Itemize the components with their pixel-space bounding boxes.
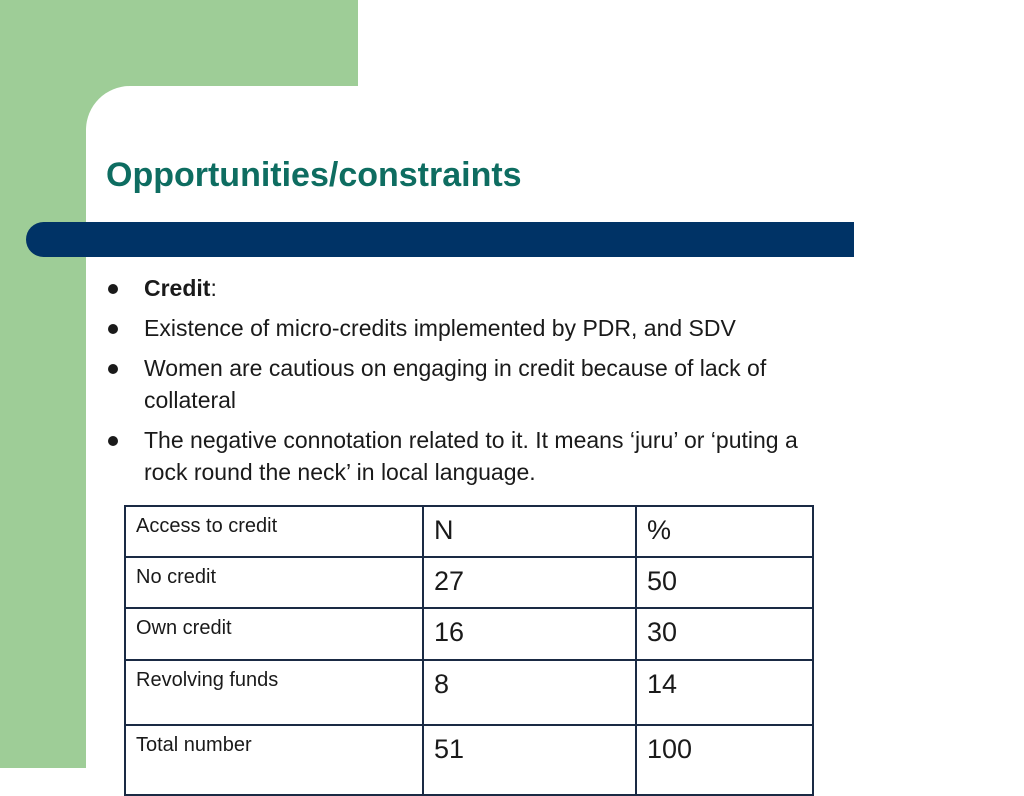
table-row	[125, 725, 813, 795]
table-cell: Revolving funds	[125, 660, 423, 725]
bullet-dot-icon	[108, 436, 118, 446]
table-cell: 30	[636, 608, 813, 660]
table-row	[125, 660, 813, 725]
bullet-text: The negative connotation related to it. It means ‘juru’ or ‘puting a rock round the neck’ in local language.	[144, 427, 798, 485]
bullet-dot-icon	[108, 324, 118, 334]
bullet-text: Existence of micro-credits implemented by PDR, and SDV	[144, 315, 736, 341]
table-row	[125, 557, 813, 608]
header-cell: %	[636, 506, 813, 557]
table-header-row	[125, 506, 813, 557]
bullet-bold-text: Credit	[144, 275, 211, 301]
table-cell: 50	[636, 557, 813, 608]
table-cell: 14	[636, 660, 813, 725]
title-underline-bar	[26, 222, 854, 257]
table-cell: 100	[636, 725, 813, 795]
bullet-text: Women are cautious on engaging in credit because of lack of collateral	[144, 355, 767, 413]
table-cell: 51	[423, 725, 636, 795]
table-cell: No credit	[125, 557, 423, 608]
bullet-list	[106, 272, 846, 496]
table-cell: 27	[423, 557, 636, 608]
credit-access-table	[124, 505, 814, 796]
bullet-item-micro-credits	[106, 312, 846, 344]
table-cell: 8	[423, 660, 636, 725]
bullet-dot-icon	[108, 364, 118, 374]
bullet-item-negative-connotation	[106, 424, 846, 488]
slide-title: Opportunities/constraints	[106, 156, 522, 194]
header-cell: N	[423, 506, 636, 557]
bullet-text: :	[210, 275, 217, 301]
table-row	[125, 608, 813, 660]
bullet-dot-icon	[108, 284, 118, 294]
header-cell: Access to credit	[125, 506, 423, 557]
bullet-item-credit	[106, 272, 846, 304]
table-cell: 16	[423, 608, 636, 660]
table-cell: Own credit	[125, 608, 423, 660]
table-cell: Total number	[125, 725, 423, 795]
bullet-item-women-cautious	[106, 352, 846, 416]
